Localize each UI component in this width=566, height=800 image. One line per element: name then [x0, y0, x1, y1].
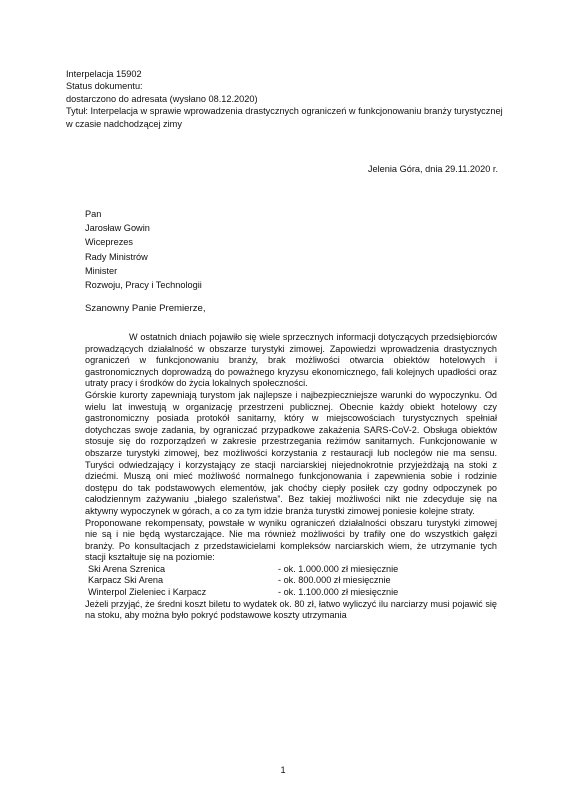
- addressee-line: Wiceprezes: [85, 237, 133, 248]
- document-title: Tytuł: Interpelacja w sprawie wprowadzenia drastycznych ograniczeń w funkcjonowaniu branży turystycznej w czasie nadchodzącej zimy: [66, 106, 503, 129]
- interpelacja-number: Interpelacja 15902: [66, 69, 142, 79]
- cost-item-value: - ok. 800.000 zł miesięcznie: [278, 575, 391, 586]
- cost-item-value: - ok. 1.000.000 zł miesięcznie: [278, 563, 399, 574]
- page-number: 1: [280, 765, 286, 775]
- status-label: Status dokumentu:: [66, 81, 143, 92]
- addressee-line: Minister: [85, 265, 118, 276]
- cost-item: [85, 564, 497, 576]
- cost-item: [85, 575, 497, 587]
- cost-item: [85, 587, 497, 599]
- cost-item-name: Ski Arena Szrenica: [88, 563, 166, 574]
- letter-body: [85, 332, 497, 622]
- body-paragraph: W ostatnich dniach pojawiło się wiele sprzecznych informacji dotyczących przedsiębiorców prowadzących działalność w obszarze turystyki zimowej. Zapowiedzi wprowadzenia drastycznych ograniczeń w funkcjonowaniu branży, brak możliwości otwarcia obiektów hotelowych i gastronomicznych doprowadzą do poważnego kryzysu ekonomicznego, fali kolejnych upadłości oraz utraty pracy i środków do życia lokalnych społeczności.: [85, 332, 497, 389]
- greeting: Szanowny Panie Premierze,: [85, 303, 206, 314]
- body-paragraph: Proponowane rekompensaty, powstałe w wyniku ograniczeń działalności obszaru turystyki zimowej nie są i nie będą wystarczające. Nie ma również możliwości by trafiły one do wszystkich gałęzi branży. Po konsultacjach z przedstawicielami kompleksów narciarskich wiem, że utrzymanie tych stacji kształtuje się na poziomie:: [85, 517, 497, 563]
- addressee-line: Jarosław Gowin: [85, 223, 150, 234]
- status-value: dostarczono do adresata (wysłano 08.12.2020): [66, 93, 258, 104]
- addressee-line: Rozwoju, Pracy i Technologii: [85, 280, 202, 291]
- cost-item-value: - ok. 1.100.000 zł miesięcznie: [278, 587, 399, 598]
- document-header: [66, 68, 506, 130]
- addressee-block: [85, 207, 202, 292]
- date-line: Jelenia Góra, dnia 29.11.2020 r.: [367, 164, 498, 174]
- addressee-line: Pan: [85, 209, 102, 219]
- cost-item-name: Winterpol Zieleniec i Karpacz: [88, 587, 207, 598]
- addressee-line: Rady Ministrów: [85, 251, 148, 262]
- cost-item-name: Karpacz Ski Arena: [88, 575, 164, 586]
- cost-list: [85, 564, 497, 599]
- body-paragraph: Górskie kurorty zapewniają turystom jak najlepsze i najbezpieczniejsze warunki do wypoczynku. Od wielu lat inwestują w organizację przestrzeni publicznej. Obecnie każdy obiekt hotelowy czy gastronomiczny posiada protokół sanitarny, który w miejscowościach turystycznych spełniał dotychczas swoje zadania, by ograniczać przypadkowe zakażenia SARS-CoV-2. Obsługa obiektów stosuje się do rozporządzeń w zakresie przestrzegania reżimów sanitarnych. Funkcjonowanie w obszarze turystyki zimowej, bez możliwości korzystania z restauracji lub noclegów nie ma sensu. Turyści odwiedzający i korzystający ze stacji narciarskiej niejednokrotnie przyjeżdżają na stoki z dziećmi. Muszą oni mieć możliwość normalnego funkcjonowania i zapewnienia sobie i rodzinie dostępu do tak podstawowych elementów, jak choćby ciepły posiłek czy godny odpoczynek po całodziennym zażywaniu „białego szaleństwa”. Bez takiej możliwości nikt nie zdecyduje się na aktywny wypoczynek w górach, a co za tym idzie branża turystki zimowej poniesie kolejne straty.: [85, 389, 497, 516]
- body-paragraph: Jeżeli przyjąć, że średni koszt biletu to wydatek ok. 80 zł, łatwo wyliczyć ilu narciarzy musi pojawić się na stoku, aby można było pokryć podstawowe koszty utrzymania: [85, 598, 497, 621]
